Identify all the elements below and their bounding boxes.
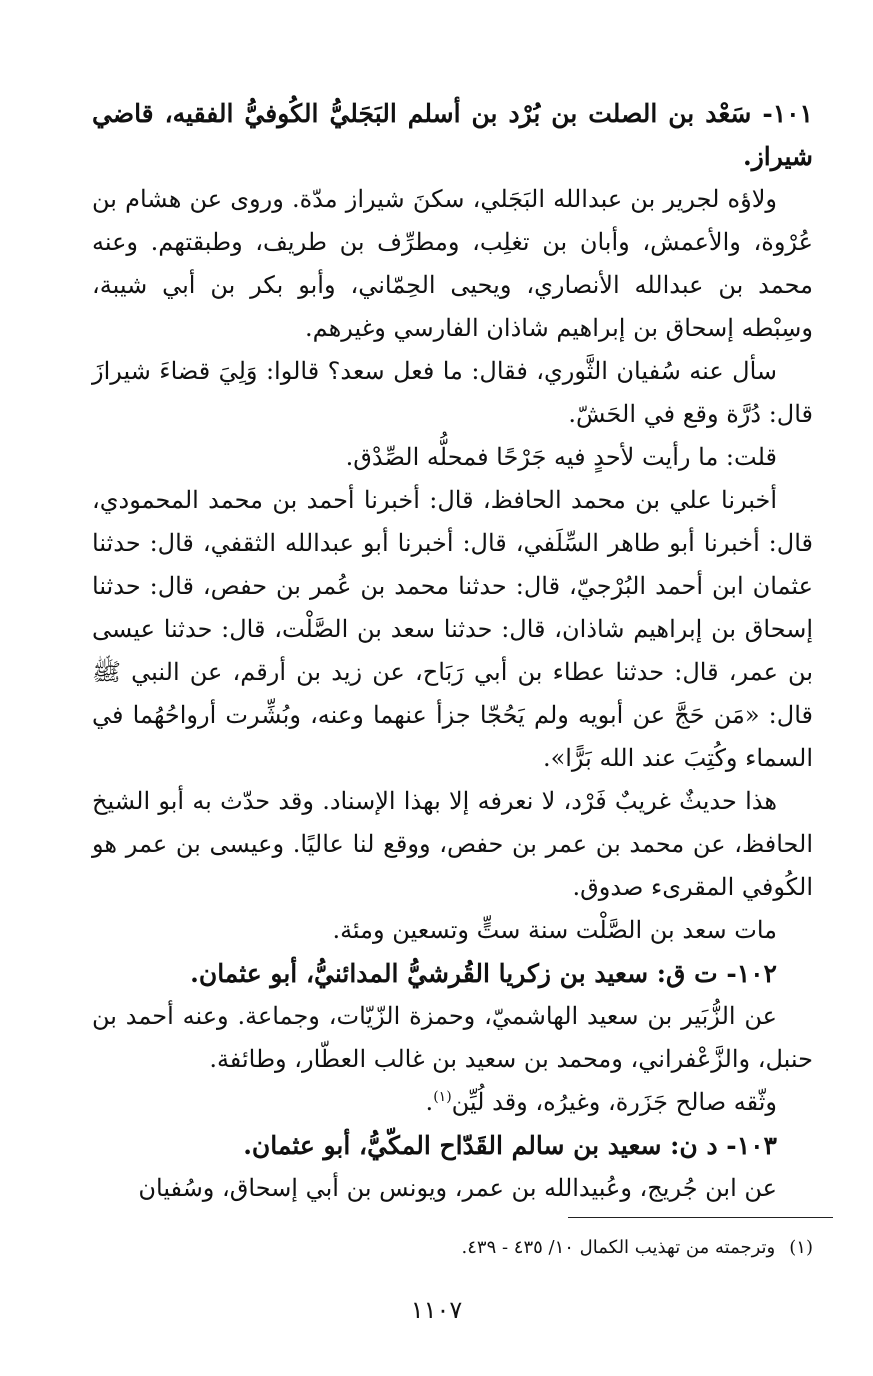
entry-paragraph: أخبرنا علي بن محمد الحافظ، قال: أخبرنا أحمد بن محمد المحمودي، قال: أخبرنا أبو طاهر السِّلَفي، قال: أخبرنا أبو عبدالله الثقفي، قال: حدثنا عثمان ابن أحمد البُرْجيّ، قال: حدثنا محمد بن عُمر بن حفص، قال: حدثنا إسحاق بن إبراهيم شاذان، قال: حدثنا سعد بن الصَّلْت، قال: حدثنا عيسى بن عمر، قال: حدثنا عطاء بن أبي رَبَاح، عن زيد بن أرقم، عن النبي ﷺ قال: «مَن حَجَّ عن أبويه ولم يَحُجّا جزأ عنهما وعنه، وبُشِّرت أرواحُهُما في السماء وكُتِبَ عند الله بَرًّا». <box>92 486 813 772</box>
entry-paragraph: سأل عنه سُفيان الثَّوري، فقال: ما فعل سعد؟ قالوا: وَلِيَ قضاءَ شيرازَ قال: دُرَّة وقع في الحَشّ. <box>92 357 813 428</box>
paragraph-tail: . <box>425 1088 434 1116</box>
entry-paragraph: عن ابن جُريج، وعُبيدالله بن عمر، ويونس بن أبي إسحاق، وسُفيان <box>138 1174 777 1202</box>
entry-paragraph: مات سعد بن الصَّلْت سنة ستٍّ وتسعين ومئة. <box>332 916 777 944</box>
entry-paragraph: ولاؤه لجرير بن عبدالله البَجَلي، سكنَ شيراز مدّة. وروى عن هشام بن عُرْوة، والأعمش، وأبان بن تغلِب، ومطرِّف بن طريف، وطبقتهم. وعنه محمد بن عبدالله الأنصاري، ويحيى الحِمّاني، وأبو بكر بن أبي شيبة، وسِبْطه إسحاق بن إبراهيم شاذان الفارسي وغيرهم. <box>92 185 813 342</box>
footnote-text: وترجمته من تهذيب الكمال ١٠/ ٤٣٥ - ٤٣٩. <box>461 1237 776 1258</box>
main-text <box>92 92 813 1210</box>
footnote-reference: (١) <box>433 1089 452 1105</box>
entry-heading-103: ١٠٣- د ن: سعيد بن سالم القَدّاح المكّيُّ، أبو عثمان. <box>243 1131 777 1160</box>
entry-paragraph: عن الزُّبَير بن سعيد الهاشميّ، وحمزة الزّيّات، وجماعة. وعنه أحمد بن حنبل، والزَّعْفراني، ومحمد بن سعيد بن غالب العطّار، وطائفة. <box>92 1002 813 1073</box>
entry-paragraph: قلت: ما رأيت لأحدٍ فيه جَرْحًا فمحلُّه الصِّدْق. <box>345 443 777 471</box>
page-number: ١١٠٧ <box>410 1296 463 1324</box>
footnote-separator <box>568 1217 833 1218</box>
entry-paragraph-with-note <box>92 1081 813 1124</box>
footnote-number: (١) <box>789 1237 813 1258</box>
entry-paragraph: هذا حديثٌ غريبٌ فَرْد، لا نعرفه إلا بهذا الإسناد. وقد حدّث به أبو الشيخ الحافظ، عن محمد بن عمر بن حفص، ووقع لنا عاليًا. وعيسى بن عمر هو الكُوفي المقرىء صدوق. <box>92 787 813 901</box>
paragraph-text: وثّقه صالح جَزَرة، وغيرُه، وقد لُيِّن <box>451 1088 777 1116</box>
entry-heading-102: ١٠٢- ت ق: سعيد بن زكريا القُرشيُّ المدائنيُّ، أبو عثمان. <box>190 959 777 988</box>
footnote <box>92 1234 813 1262</box>
entry-heading-101: ١٠١- سَعْد بن الصلت بن بُرْد بن أسلم البَجَليُّ الكُوفيُّ الفقيه، قاضي شيراز. <box>92 99 813 171</box>
